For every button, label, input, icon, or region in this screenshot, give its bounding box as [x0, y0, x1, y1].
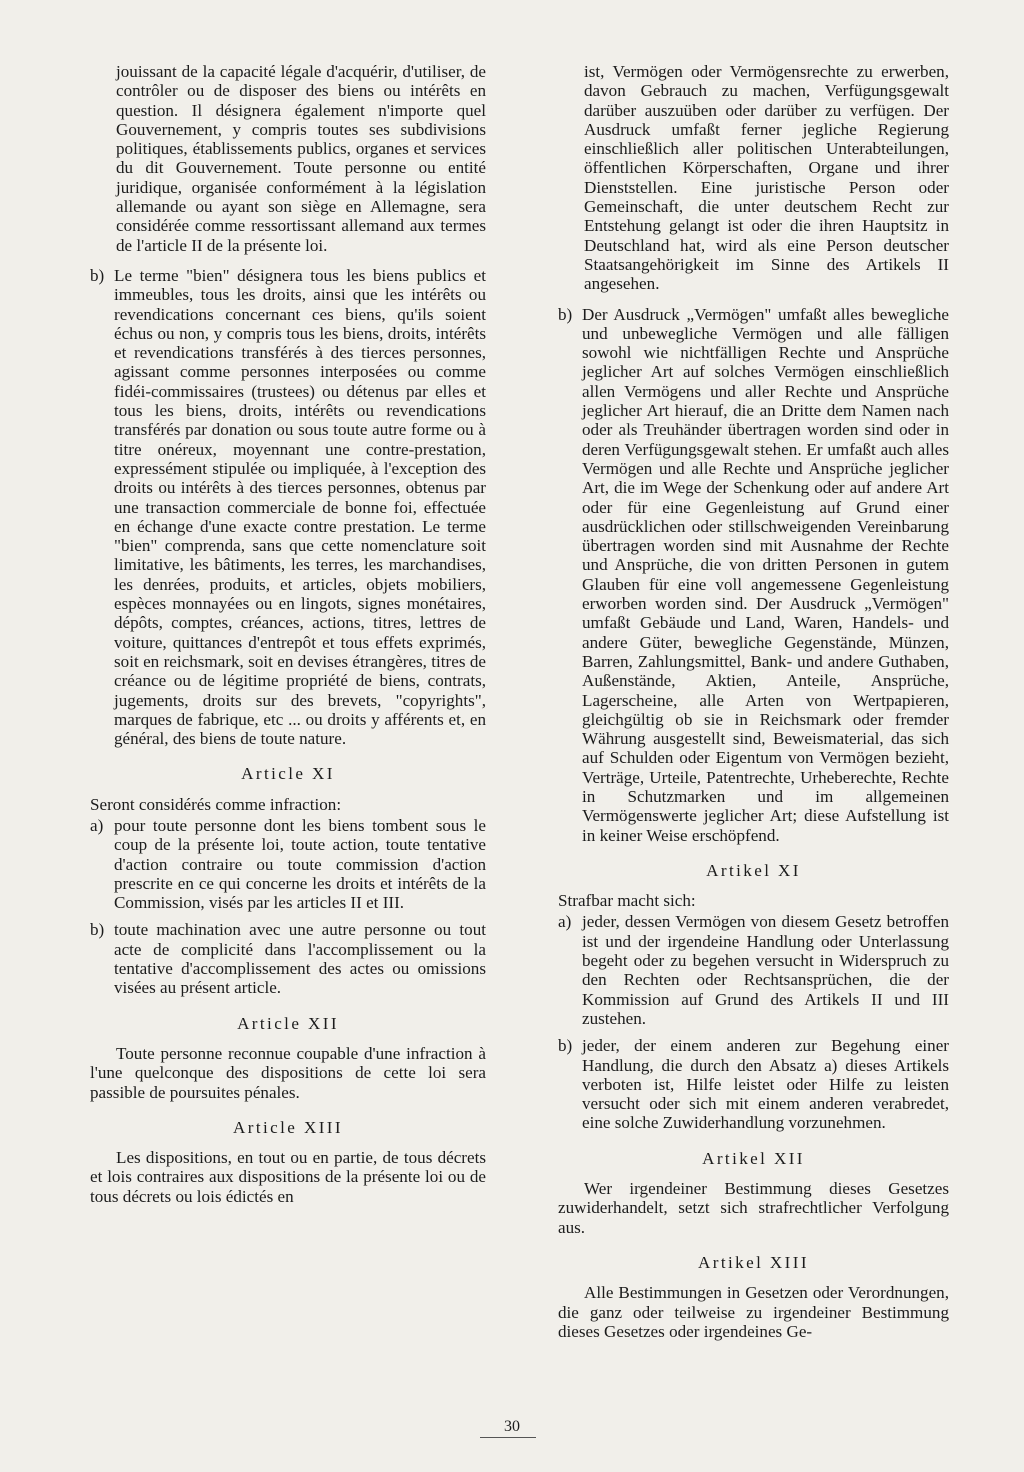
page-number-rule	[480, 1437, 536, 1438]
item-label: b)	[558, 1036, 573, 1056]
article-lead: Seront considérés comme infraction:	[90, 794, 342, 814]
article-lead: Strafbar macht sich:	[558, 891, 696, 911]
item-text: pour toute personne dont les biens tombent sous le coup de la présente loi, toute action, toute tentative d'action contraire ou toute commission d'action prescrite en ce qui concerne les droits et intérêts de la Commission, visés par les articles II et III.	[114, 815, 486, 913]
article-paragraph: Alle Bestimmungen in Gesetzen oder Verordnungen, die ganz oder teilweise zu irgendeiner Bestimmung dieses Gesetzes oder irgendeines Ge-	[558, 1283, 949, 1341]
french-item-b	[90, 266, 486, 748]
german-column	[558, 62, 949, 1349]
item-text: Le terme "bien" désignera tous les biens publics et immeubles, tous les droits, ainsi que les intérêts ou revendications concernant ces biens, qu'ils soient échus ou non, y compris tous les biens, droits, intérêts et revendications transférés à des tierces personnes, agissant comme personnes interposées ou comme fidéi-commissaires (trustees) ou détenus par elles et tous les biens, droits, intérêts ou revendications transférés par donation ou sous toute autre forme ou à titre onéreux, moyennant une contre-prestation, expressément stipulée ou impliquée, à l'exception des droits ou intérêts à des tierces personnes, obtenus par une transaction commerciale de bonne foi, effectuée en échange d'une exacte contre prestation. Le terme "bien" comprenda, sans que cette nomenclature soit limitative, les bâtiments, les terres, les marchandises, les denrées, produits, et articles, objets mobiliers, espèces monnayées ou en lingots, signes monétaires, dépôts, comptes, créances, actions, titres, lettres de voiture, quittances d'entrepôt et tous effets exprimés, soit en reichsmark, soit en devises étrangères, titres de créance ou de légitime propriété de biens, contrats, jugements, droits sur des brevets, "copyrights", marques de fabrique, etc ... ou droits y afférents et, en général, des biens de toute nature.	[114, 265, 486, 749]
article-heading: Article XI	[241, 764, 335, 784]
article-heading: Artikel XIII	[698, 1252, 809, 1272]
german-intro-paragraph: ist, Vermögen oder Vermögensrechte zu erwerben, davon Gebrauch zu machen, Verfügungsgewalt darüber auszuüben oder darüber zu verfügen. Der Ausdruck umfaßt ferner jegliche Regierung einschließlich aller politischen Unterabteilungen, öffentlichen Körperschaften, Organe und ihrer Dienststellen. Eine juristische Person oder Gemeinschaft, die unter deutschem Recht zur Entstehung gelangt ist oder die ihren Hauptsitz in Deutschland hat, wird als eine Person deutscher Staatsangehörigkeit im Sinne des Artikels II angesehen.	[584, 62, 949, 294]
article-heading: Article XIII	[233, 1117, 343, 1137]
item-text: jeder, der einem anderen zur Begehung einer Handlung, die durch den Absatz a) dieses Artikels verboten ist, Hilfe leistet oder Hilfe zu leisten versucht oder sich mit einem anderen verabredet, eine solche Zuwiderhandlung vorzunehmen.	[582, 1036, 949, 1133]
item-label: a)	[558, 912, 572, 932]
article-paragraph: Toute personne reconnue coupable d'une infraction à l'une quelconque des dispositions de cette loi sera passible de poursuites pénales.	[90, 1043, 486, 1102]
article-paragraph: Les dispositions, en tout ou en partie, de tous décrets et lois contraires aux dispositions de la présente loi ou de tous décrets ou lois édictés en	[90, 1148, 486, 1206]
item-text: toute machination avec une autre personne ou tout acte de complicité dans l'accomplissement ou la tentative d'accomplissement des actes ou omissions visées au présent article.	[114, 920, 486, 998]
article-paragraph: Wer irgendeiner Bestimmung dieses Gesetzes zuwiderhandelt, setzt sich strafrechtlicher Verfolgung aus.	[558, 1179, 949, 1237]
page-number: 30	[504, 1418, 520, 1435]
french-art11-item-b	[90, 920, 486, 997]
item-text: jeder, dessen Vermögen von diesem Gesetz betroffen ist und der irgendeine Handlung oder Unterlassung begeht oder zu begehen versucht in Widerspruch zu den Rechten oder Rechtsansprüchen, die der Kommission auf Grund des Artikels II und III zustehen.	[582, 912, 949, 1028]
item-label: b)	[90, 920, 105, 940]
item-text: Der Ausdruck „Vermögen" umfaßt alles bewegliche und unbewegliche Vermögen und alle fälligen sowohl wie nichtfälligen Rechte und Ansprüche jeglicher Art auf solches Vermögen einschließlich allen Vermögens und aller Rechte und Ansprüche jeglicher Art hierauf, die an Dritte dem Namen nach oder als Treuhänder übertragen worden sind oder in deren Verfügungsgewalt stehen. Er umfaßt auch alles Vermögen und alle Rechte und Ansprüche jeglicher Art, die im Wege der Schenkung oder auf andere Art oder für eine Gegenleistung auf Grund einer ausdrücklichen oder stillschweigenden Vereinbarung übertragen worden sind mit Ausnahme der Rechte und Ansprüche, die von dritten Personen in gutem Glauben für eine voll angemessene Gegenleistung erworben worden sind. Der Ausdruck „Vermögen" umfaßt Gebäude und Land, Waren, Handels- und andere Güter, bewegliche Gegenstände, Münzen, Barren, Zahlungsmittel, Bank- und andere Guthaben, Außenstände, Aktien, Anteile, Ansprüche, Lagerscheine, alle Arten von Wertpapieren, gleichgültig ob sie in Reichsmark oder fremder Währung ausgestellt sind, Beweismaterial, das sich auf Schulden oder Eigentum von Vermögen bezieht, Verträge, Urteile, Patentrechte, Urheberechte, Rechte in Schutzmarken und im allgemeinen Vermögenswerte jeglicher Art; diese Aufstellung ist in keiner Weise erschöpfend.	[582, 304, 949, 845]
article-heading: Article XII	[237, 1013, 339, 1033]
article-heading: Artikel XII	[702, 1148, 805, 1168]
french-column	[90, 62, 486, 1214]
french-art11-item-a	[90, 816, 486, 912]
german-art11-item-b	[558, 1036, 949, 1132]
item-label: a)	[90, 815, 104, 835]
item-label: b)	[558, 304, 573, 324]
article-heading: Artikel XI	[706, 860, 801, 880]
french-intro-paragraph: jouissant de la capacité légale d'acquérir, d'utiliser, de contrôler ou de disposer des biens ou intérêts en question. Il désignera également n'importe quel Gouvernement, y compris toutes ses subdivisions politiques, établissements publics, organes et services du dit Gouvernement. Toute personne ou entité juridique, organisée conformément à la législation allemande ou ayant son siège en Allemagne, sera considérée comme ressortissant allemand aux termes de l'article II de la présente loi.	[116, 62, 486, 255]
german-art11-item-a	[558, 912, 949, 1028]
item-label: b)	[90, 265, 105, 285]
german-item-b	[558, 305, 949, 845]
